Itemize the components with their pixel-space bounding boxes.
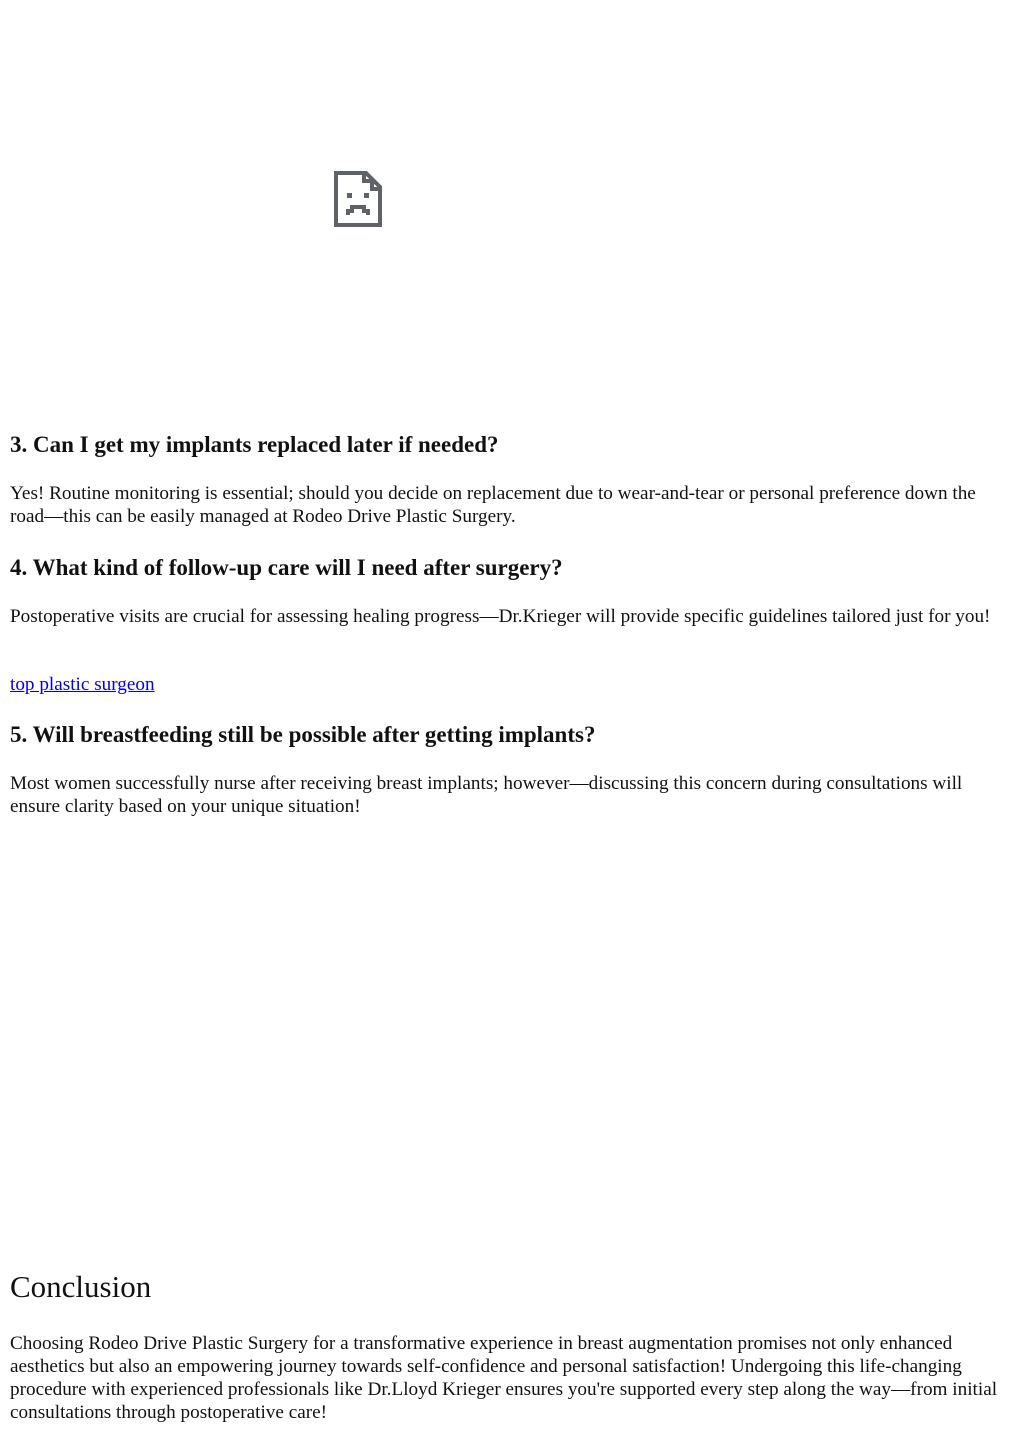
broken-image-icon [334,171,382,227]
faq-answer-5: Most women successfully nurse after receiving breast implants; however—discussing this concern during consultations will ensure clarity based on your unique situation! [10,773,963,817]
faq-question-5: 5. Will breastfeeding still be possible after getting implants? [10,722,596,747]
faq-question-4: 4. What kind of follow-up care will I need after surgery? [10,555,563,580]
faq-answer-4: Postoperative visits are crucial for assessing healing progress—Dr.Krieger will provide specific guidelines tailored just for you! [10,606,991,627]
faq-answer-3: Yes! Routine monitoring is essential; should you decide on replacement due to wear-and-tear or personal preference down the road—this can be easily managed at Rodeo Drive Plastic Surgery. [10,483,976,527]
conclusion-heading: Conclusion [10,1269,152,1304]
faq-question-3: 3. Can I get my implants replaced later if needed? [10,432,499,457]
conclusion-body: Choosing Rodeo Drive Plastic Surgery for a transformative experience in breast augmentation promises not only enhanced aesthetics but also an empowering journey towards self-confidence and personal satisfaction! Undergoing this life-changing procedure with experienced professionals like Dr.Lloyd Krieger ensures you're supported every step along the way—from initial consultations through postoperative care! [10,1333,998,1423]
top-plastic-surgeon-link[interactable]: top plastic surgeon [10,674,155,695]
